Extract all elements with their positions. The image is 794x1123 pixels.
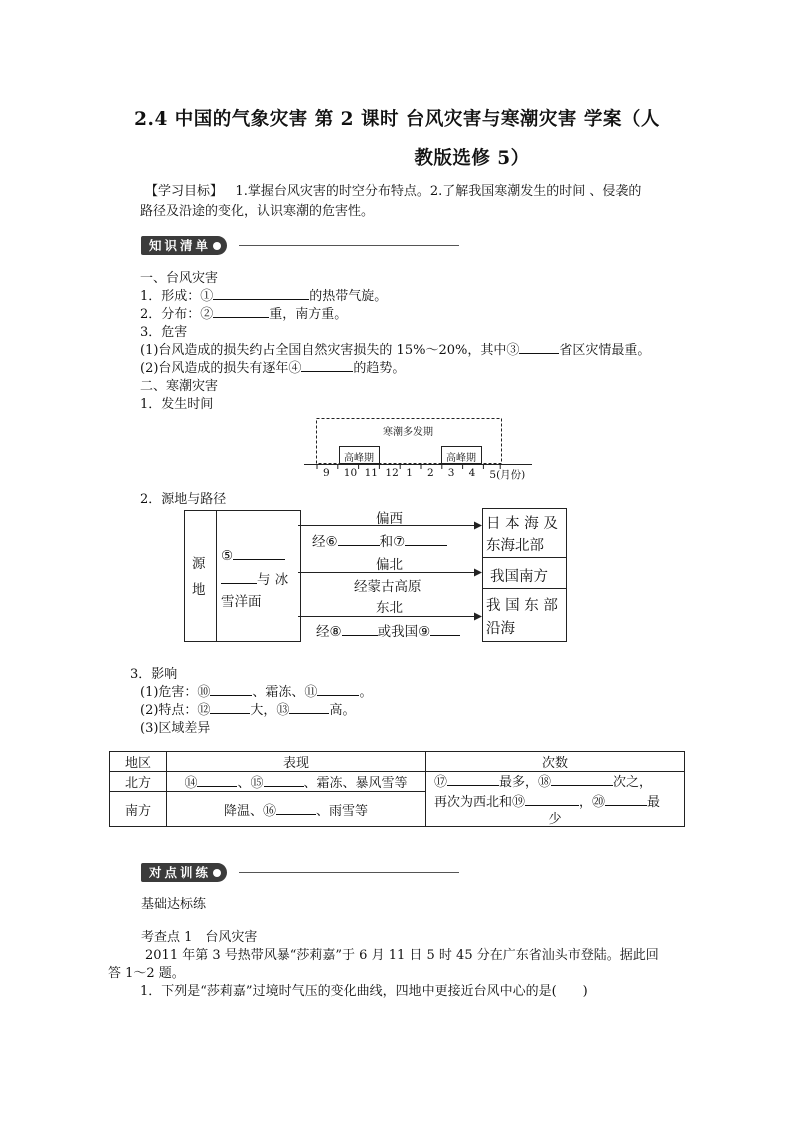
blank-7[interactable] xyxy=(405,531,447,546)
timeline-tick-label: 12 xyxy=(385,467,399,479)
timeline-tick-label: 1 xyxy=(406,467,413,479)
blank-15[interactable] xyxy=(264,774,304,787)
table-header: 地区 xyxy=(110,752,167,772)
dot-icon xyxy=(213,869,221,877)
table-cell-count: ⑰ 最多，⑱ 次之， 再次为西北和⑲ ，⑳ 最 少 xyxy=(426,772,685,827)
timeline-tick-label: 5(月份) xyxy=(489,469,526,481)
timeline-tick-label: 9 xyxy=(323,467,330,479)
source-text-3: 雪洋面 xyxy=(221,594,262,610)
blank-8[interactable] xyxy=(342,621,378,636)
multi-period-label: 寒潮多发期 xyxy=(383,427,433,438)
dest2: 我国南方 xyxy=(490,569,548,585)
item-harm-2: (2)台风造成的损失有逐年④ 的趋势。 xyxy=(140,361,406,376)
source-label-2: 地 xyxy=(192,582,206,598)
dest1-line2: 东海北部 xyxy=(486,538,544,554)
heading-typhoon: 一、台风灾害 xyxy=(140,271,219,286)
item-source: 2．源地与路径 xyxy=(140,492,227,507)
blank-18[interactable] xyxy=(551,773,613,786)
source-text-2: 与 冰 xyxy=(221,568,288,588)
item-impact-feature: (2)特点：⑫ 大，⑬ 高。 xyxy=(140,703,356,718)
item-impact: 3．影响 xyxy=(130,667,178,682)
doc-title-line2: 教版选修 5） xyxy=(414,148,530,169)
blank-17[interactable] xyxy=(447,773,499,786)
blank-4[interactable] xyxy=(301,359,353,372)
blank-1[interactable] xyxy=(213,287,309,300)
blank-2[interactable] xyxy=(213,305,269,318)
item-harm-1: (1)台风造成的损失约占全国自然灾害损失的 15%～20%，其中③ 省区灾情最重。 xyxy=(140,343,651,358)
objectives-line2: 路径及沿途的变化，认识寒潮的危害性。 xyxy=(140,204,375,219)
table-cell-south-perf: 降温、⑯ 、雨雪等 xyxy=(167,792,426,827)
item-time: 1．发生时间 xyxy=(140,397,214,412)
timeline-tick-label: 11 xyxy=(364,467,378,479)
blank-9[interactable] xyxy=(430,621,460,636)
peak-label-left: 高峰期 xyxy=(344,453,374,464)
timeline-tick-label: 10 xyxy=(343,467,358,479)
blank-19[interactable] xyxy=(525,793,579,806)
dest3-line2: 沿海 xyxy=(486,621,515,637)
table-cell-south: 南方 xyxy=(110,792,167,827)
item-impact-region: (3)区域差异 xyxy=(140,721,211,736)
item-impact-harm: (1)危害：⑩ 、霜冻、⑪ 。 xyxy=(140,685,373,700)
blank-13[interactable] xyxy=(289,701,329,714)
item-formation: 1．形成：① 的热带气旋。 xyxy=(140,289,388,304)
heading-cold-wave: 二、寒潮灾害 xyxy=(140,379,219,394)
question-1: 1．下列是“莎莉嘉”过境时气压的变化曲线，四地中更接近台风中心的是( ) xyxy=(140,984,588,999)
blank-6[interactable] xyxy=(338,531,380,546)
dot-icon xyxy=(213,242,221,250)
route1-direction: 偏西 xyxy=(376,511,403,527)
exam-point: 考查点 1 台风灾害 xyxy=(141,930,258,945)
table-header: 表现 xyxy=(167,752,426,772)
table-cell-north-perf: ⑭ 、⑮ 、霜冻、暴风雪等 xyxy=(167,772,426,792)
source-label-1: 源 xyxy=(192,556,206,572)
blank-5[interactable] xyxy=(233,545,285,560)
blank-16[interactable] xyxy=(276,802,316,815)
route3-via: 经⑧ 或我国⑨ xyxy=(316,620,460,640)
blank-11[interactable] xyxy=(317,683,359,696)
route3-direction: 东北 xyxy=(376,600,403,616)
route2-via: 经蒙古高原 xyxy=(354,579,422,595)
blank-14[interactable] xyxy=(197,774,237,787)
doc-title-line1: 2.4 中国的气象灾害 第 2 课时 台风灾害与寒潮灾害 学案（人 xyxy=(134,109,660,130)
region-difference-table xyxy=(109,751,685,827)
section-banner-practice: 对点训练 xyxy=(141,863,461,882)
blank-5b[interactable] xyxy=(221,569,257,584)
timeline-tick-label: 4 xyxy=(468,467,476,479)
item-distribution: 2．分布：② 重，南方重。 xyxy=(140,307,348,322)
table-cell-north: 北方 xyxy=(110,772,167,792)
blank-10[interactable] xyxy=(210,683,252,696)
subheading-basic: 基础达标练 xyxy=(141,897,207,912)
route2-direction: 偏北 xyxy=(376,557,403,573)
dest1-line1: 日 本 海 及 xyxy=(486,516,558,532)
blank-3[interactable] xyxy=(519,341,559,354)
timeline-tick-label: 2 xyxy=(427,467,434,479)
peak-label-right: 高峰期 xyxy=(446,453,476,464)
passage-line2: 答 1～2 题。 xyxy=(108,966,185,981)
timeline-tick-label: 3 xyxy=(447,467,455,479)
blank-20[interactable] xyxy=(605,793,647,806)
item-harm: 3．危害 xyxy=(140,325,188,340)
route1-via: 经⑥ 和⑦ xyxy=(312,530,447,550)
section-banner-knowledge: 知识清单 xyxy=(141,236,461,255)
table-header: 次数 xyxy=(426,752,685,772)
passage-line1: 2011 年第 3 号热带风暴“莎莉嘉”于 6 月 11 日 5 时 45 分在广东省汕头市登陆。据此回 xyxy=(145,948,659,963)
source-text-1: ⑤ xyxy=(221,545,285,564)
objectives-line1: 【学习目标】 1.掌握台风灾害的时空分布特点。2.了解我国寒潮发生的时间 、侵袭的 xyxy=(145,184,642,199)
dest3-line1: 我 国 东 部 xyxy=(486,598,558,614)
blank-12[interactable] xyxy=(210,701,250,714)
objectives-label: 【学习目标】 xyxy=(145,184,224,199)
